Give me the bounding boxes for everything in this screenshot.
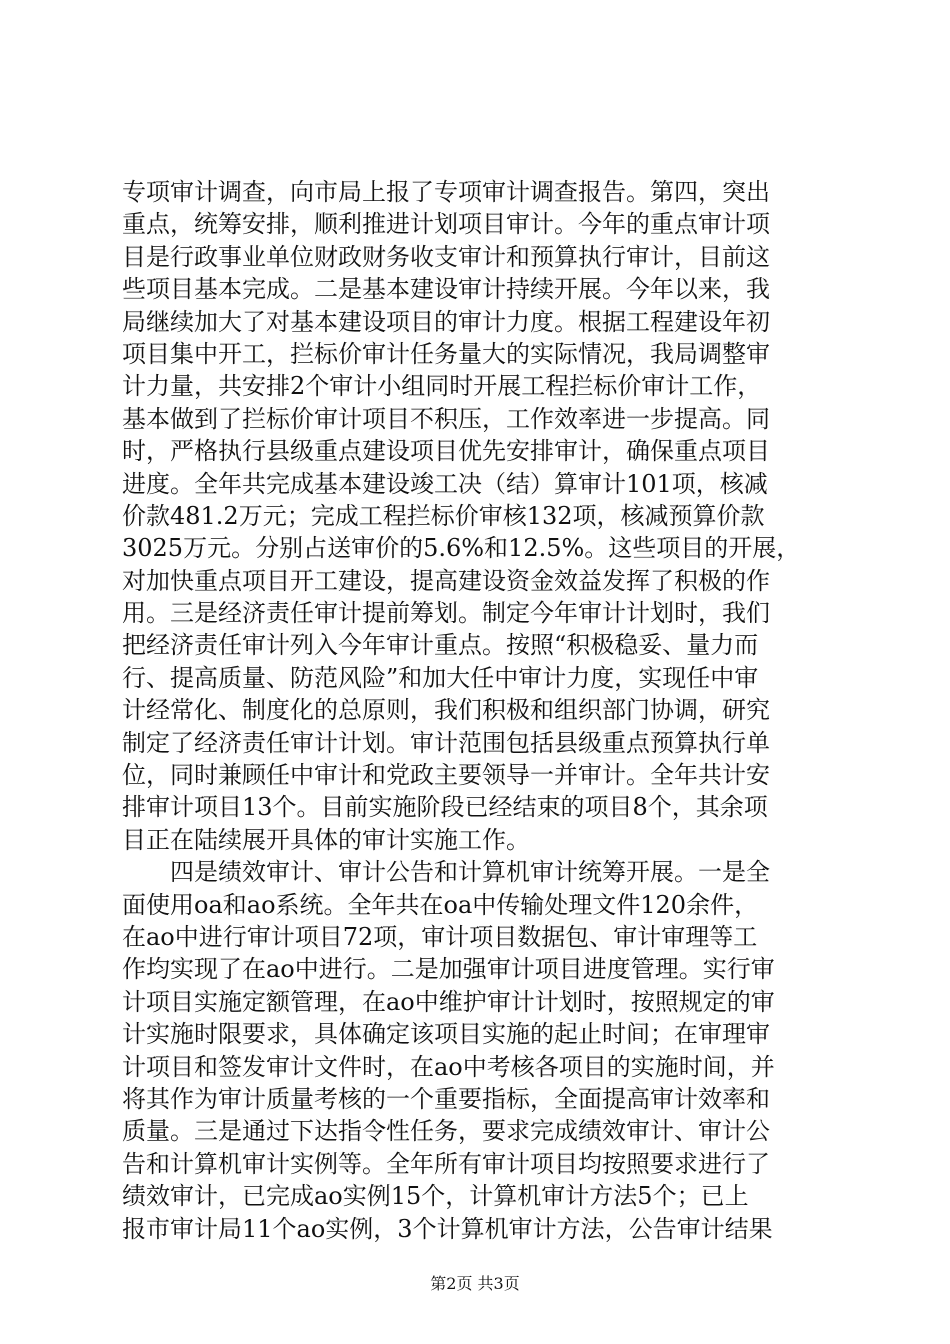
paragraph-1	[122, 176, 842, 856]
text-line: 局继续加大了对基本建设项目的审计力度。根据工程建设年初	[122, 307, 770, 336]
text-line: 进度。全年共完成基本建设竣工决（结）算审计101项，核减	[122, 469, 768, 498]
text-line: 些项目基本完成。二是基本建设审计持续开展。今年以来，我	[122, 275, 770, 304]
text-line: 把经济责任审计列入今年审计重点。按照“积极稳妥、量力而	[122, 631, 759, 660]
text-line: 计经常化、制度化的总原则，我们积极和组织部门协调，研究	[122, 696, 770, 725]
page-number-footer: 第2页 共3页	[430, 1274, 520, 1293]
text-line: 基本做到了拦标价审计项目不积压，工作效率进一步提高。同	[122, 404, 770, 433]
text-line: 将其作为审计质量考核的一个重要指标，全面提高审计效率和	[122, 1084, 770, 1113]
text-line: 目是行政事业单位财政财务收支审计和预算执行审计，目前这	[122, 242, 770, 271]
text-line: 用。三是经济责任审计提前筹划。制定今年审计计划时，我们	[122, 599, 770, 628]
text-line: 3025万元。分别占送审价的5.6%和12.5%。这些项目的开展，	[122, 534, 801, 563]
text-line: 报市审计局11个ao实例，3个计算机审计方法，公告审计结果	[122, 1214, 773, 1243]
text-line: 制定了经济责任审计计划。审计范围包括县级重点预算执行单	[122, 728, 770, 757]
text-line: 质量。三是通过下达指令性任务，要求完成绩效审计、审计公	[122, 1117, 770, 1146]
text-line: 行、提高质量、防范风险”和加大任中审计力度，实现任中审	[122, 663, 759, 692]
text-line: 计实施时限要求，具体确定该项目实施的起止时间；在审理审	[122, 1020, 770, 1049]
text-line: 计项目和签发审计文件时，在ao中考核各项目的实施时间，并	[122, 1052, 775, 1081]
text-line: 计项目实施定额管理，在ao中维护审计计划时，按照规定的审	[122, 987, 775, 1016]
text-line: 目正在陆续展开具体的审计实施工作。	[122, 825, 530, 854]
text-line: 项目集中开工，拦标价审计任务量大的实际情况，我局调整审	[122, 339, 770, 368]
text-line: 对加快重点项目开工建设，提高建设资金效益发挥了积极的作	[122, 566, 770, 595]
text-line: 绩效审计，已完成ao实例15个，计算机审计方法5个；已上	[122, 1182, 749, 1211]
paragraph-2	[122, 856, 842, 1245]
text-line: 四是绩效审计、审计公告和计算机审计统筹开展。一是全	[170, 858, 770, 887]
text-line: 面使用oa和ao系统。全年共在oa中传输处理文件120余件，	[122, 890, 759, 919]
text-line: 重点，统筹安排，顺利推进计划项目审计。今年的重点审计项	[122, 210, 770, 239]
text-line: 专项审计调查，向市局上报了专项审计调查报告。第四，突出	[122, 178, 770, 206]
text-line: 计力量，共安排2个审计小组同时开展工程拦标价审计工作，	[122, 372, 762, 401]
text-line: 在ao中进行审计项目72项，审计项目数据包、审计审理等工	[122, 922, 758, 951]
text-line: 位，同时兼顾任中审计和党政主要领导一并审计。全年共计安	[122, 761, 770, 790]
document-body	[122, 176, 842, 1245]
text-line: 价款481.2万元；完成工程拦标价审核132项，核减预算价款	[122, 501, 765, 530]
text-line: 排审计项目13个。目前实施阶段已经结束的项目8个，其余项	[122, 793, 768, 822]
text-line: 时，严格执行县级重点建设项目优先安排审计，确保重点项目	[122, 437, 770, 466]
text-line: 作均实现了在ao中进行。二是加强审计项目进度管理。实行审	[122, 955, 775, 984]
text-line: 告和计算机审计实例等。全年所有审计项目均按照要求进行了	[122, 1149, 770, 1178]
